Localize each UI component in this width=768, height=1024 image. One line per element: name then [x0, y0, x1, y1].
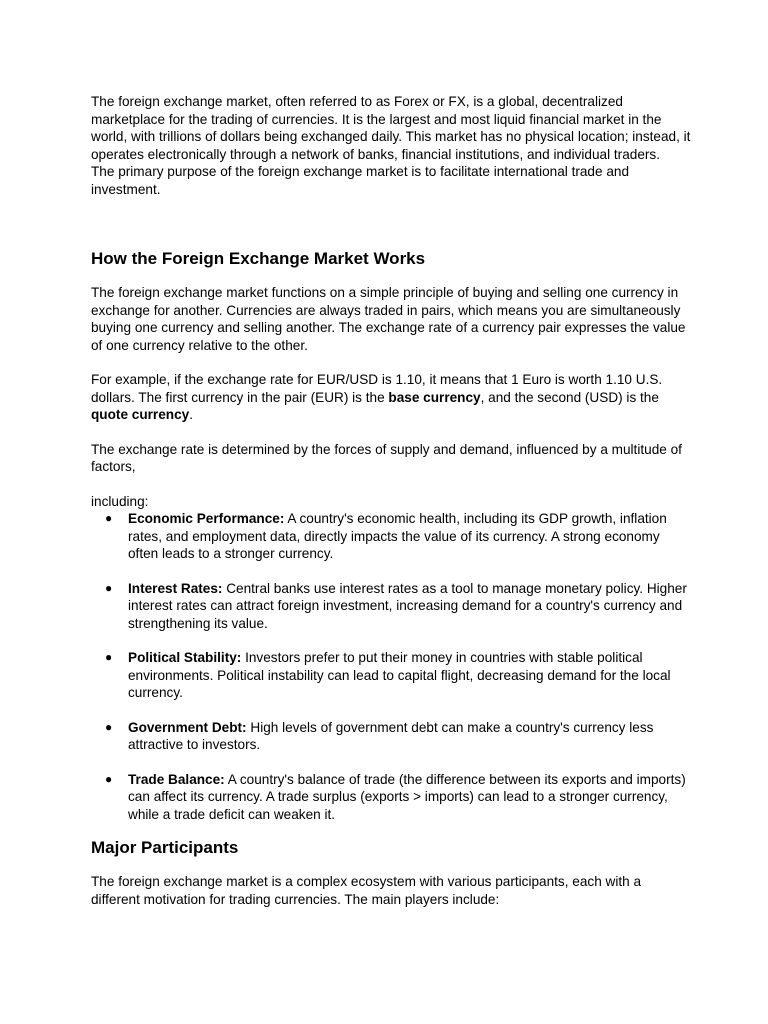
factor-term: Trade Balance: [128, 771, 225, 787]
example-paragraph [91, 371, 691, 424]
example-text-3: . [189, 407, 193, 422]
list-item [91, 649, 691, 702]
factor-text: A country's economic health, including its GDP growth, inflation rates, and employment data, directly impacts the value of its currency. A strong economy often leads to a stronger currency. [128, 511, 667, 561]
factor-text: A country's balance of trade (the difference between its exports and imports) can affect its currency. A trade surplus (exports > imports) can lead to a stronger currency, while a trade deficit can weaken it. [128, 771, 686, 822]
list-item [91, 719, 691, 754]
quote-currency-term: quote currency [91, 407, 190, 422]
bullet-icon: ● [105, 511, 113, 525]
bullet-icon: ● [105, 771, 113, 786]
purpose-paragraph: The primary purpose of the foreign exchange market is to facilitate international trade and investment. [91, 164, 630, 197]
list-item [91, 580, 691, 633]
factor-text: High levels of government debt can make a country's currency less attractive to investors. [128, 719, 654, 752]
factors-list [91, 510, 691, 823]
list-item [91, 510, 691, 563]
factor-term: Economic Performance: [128, 511, 285, 526]
list-spacer [91, 702, 691, 719]
factor-term: Government Debt: [128, 719, 247, 735]
list-spacer [91, 754, 691, 771]
example-text-2: , and the second (USD) is the [480, 389, 659, 405]
base-currency-term: base currency [388, 389, 481, 405]
bullet-icon: ● [105, 580, 113, 595]
supply-demand-paragraph: The exchange rate is determined by the forces of supply and demand, influenced by a multitude of factors, [91, 441, 682, 474]
intro-paragraph: The foreign exchange market, often referred to as Forex or FX, is a global, decentralized marketplace for the trading of currencies. It is the largest and most liquid financial market in the world, with trillions of dollars being exchanged daily. This market has no physical location; instead, it operates electronically through a network of banks, financial institutions, and individual traders. [91, 94, 691, 162]
principle-paragraph: The foreign exchange market functions on a simple principle of buying and selling one currency in exchange for another. Currencies are always traded in pairs, which means you are simultaneously buying one currency and selling another. The exchange rate of a currency pair expresses the value of one currency relative to the other. [91, 285, 686, 353]
example-text-1: For example, if the exchange rate for EUR/USD is 1.10, it means that 1 Euro is worth 1.10 U.S. dollars. The first currency in the pair (EUR) is the [91, 372, 663, 405]
bullet-icon: ● [105, 650, 113, 664]
list-spacer [91, 632, 691, 649]
section-heading-participants: Major Participants [91, 838, 239, 857]
participants-paragraph: The foreign exchange market is a complex ecosystem with various participants, each with a different motivation for trading currencies. The main players include: [91, 874, 642, 907]
factor-text: Investors prefer to put their money in countries with stable political environments. Political instability can lead to capital flight, decreasing demand for the local currency. [128, 650, 671, 700]
factor-text: Central banks use interest rates as a tool to manage monetary policy. Higher interest rates can attract foreign investment, increasing demand for a country's currency and strengthening its value. [128, 580, 687, 631]
factor-term: Interest Rates: [128, 580, 223, 596]
factor-term: Political Stability: [128, 650, 242, 665]
list-item [91, 771, 691, 824]
section-heading-how-it-works: How the Foreign Exchange Market Works [91, 249, 426, 268]
including-label: including: [91, 493, 149, 509]
bullet-icon: ● [105, 719, 113, 734]
list-spacer [91, 563, 691, 580]
document-page [91, 93, 691, 908]
